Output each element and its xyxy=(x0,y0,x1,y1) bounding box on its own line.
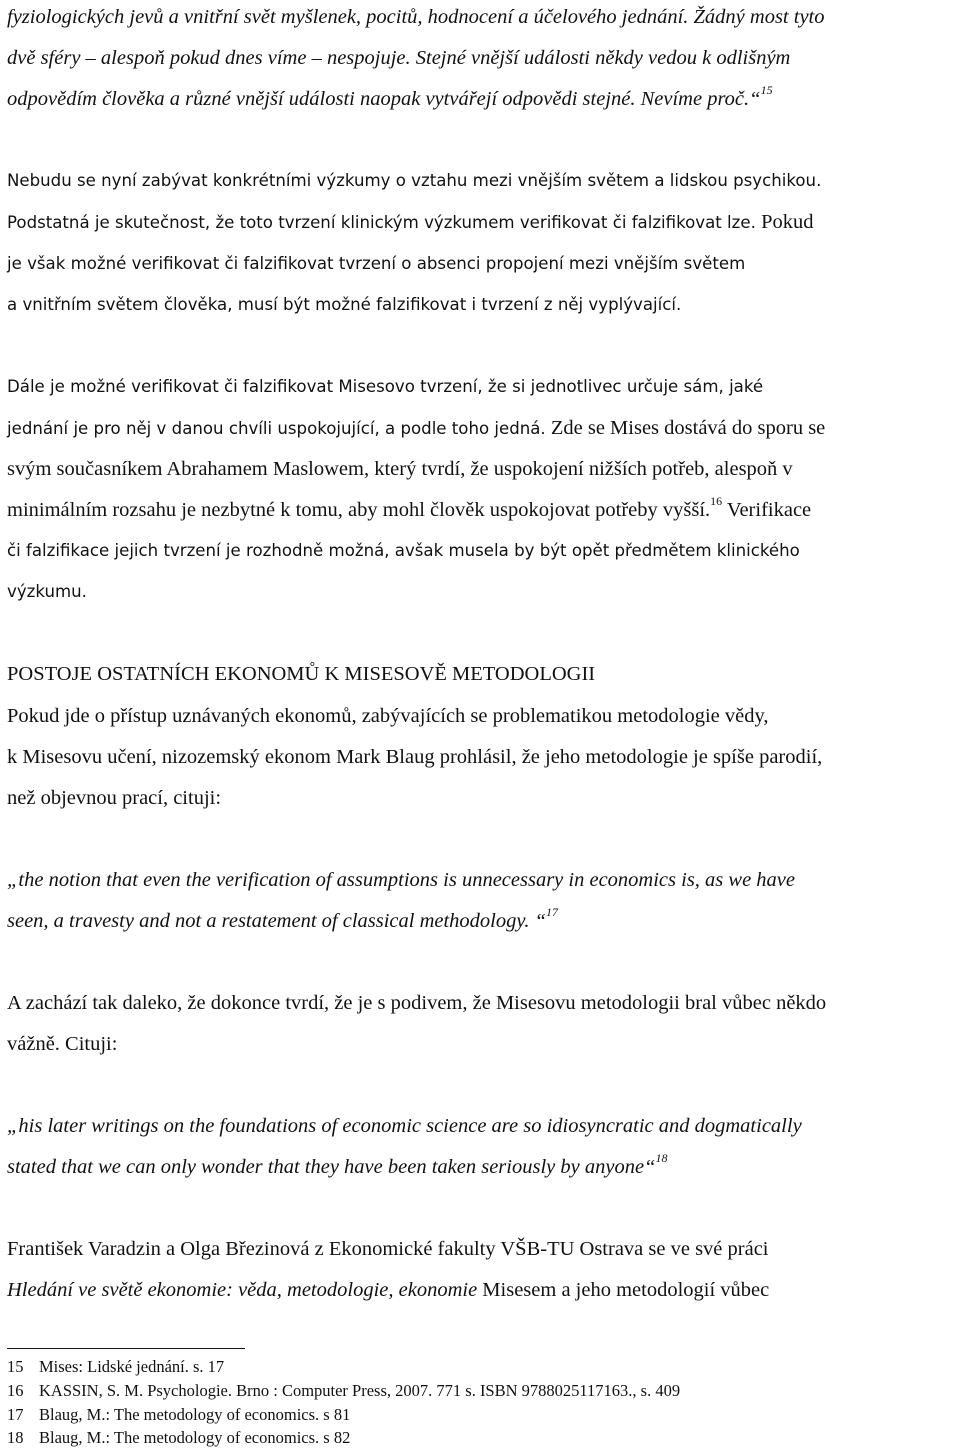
footnote-ref: 15 xyxy=(760,83,773,98)
text-line: František Varadzin a Olga Březinová z Ekonomické fakulty VŠB-TU Ostrava se ve své práci xyxy=(7,1238,769,1260)
text-line xyxy=(7,83,773,112)
text-line xyxy=(7,209,814,236)
text-line: či falzifikace jejich tvrzení je rozhodně možná, avšak musela by být opět předmětem klinického xyxy=(7,541,800,560)
footnote xyxy=(7,1428,350,1448)
footnote-text: Blaug, M.: The metodology of economics. s 82 xyxy=(39,1428,351,1447)
footnote-number: 17 xyxy=(7,1405,24,1424)
footnote-ref: 16 xyxy=(710,494,723,509)
footnote-ref: 18 xyxy=(655,1151,668,1166)
quote-line xyxy=(7,905,558,934)
text-fragment: Misesem a jeho metodologií vůbec xyxy=(477,1279,770,1301)
footnote xyxy=(7,1357,224,1377)
quote-line: „the notion that even the verification of assumptions is unnecessary in economics is, as we have xyxy=(7,869,795,891)
document-page xyxy=(7,0,953,1448)
footnote-text: KASSIN, S. M. Psychologie. Brno : Computer Press, 2007. 771 s. ISBN 9788025117163., s. 409 xyxy=(39,1381,681,1400)
text-line xyxy=(7,415,825,442)
footnote-number: 18 xyxy=(7,1428,24,1447)
quote-line: „his later writings on the foundations of economic science are so idiosyncratic and dogmatically xyxy=(7,1115,802,1137)
text-fragment: Verifikace xyxy=(726,499,812,521)
text-line: Dále je možné verifikovat či falzifikovat Misesovo tvrzení, že si jednotlivec určuje sám, jaké xyxy=(7,377,764,396)
text-line: A zachází tak daleko, že dokonce tvrdí, že je s podivem, že Misesovu metodologii bral vůbec někdo xyxy=(7,992,827,1014)
text-line: Pokud jde o přístup uznávaných ekonomů, zabývajících se problematikou metodologie vědy, xyxy=(7,705,769,727)
text-line: fyziologických jevů a vnitřní svět myšlenek, pocitů, hodnocení a účelového jednání. Žádný most tyto xyxy=(7,6,825,28)
text-line: svým současníkem Abrahamem Maslowem, který tvrdí, že uspokojení nižších potřeb, alespoň v xyxy=(7,458,793,480)
text-fragment: Zde se Mises dostává do sporu se xyxy=(550,417,826,439)
text-fragment: Podstatná je skutečnost, že toto tvrzení klinickým výzkumem verifikovat či falzifikovat lze. xyxy=(7,213,756,232)
text-fragment: seen, a travesty and not a restatement of classical methodology. “ xyxy=(7,910,546,932)
text-line xyxy=(7,494,812,523)
text-line: výzkumu. xyxy=(7,582,87,601)
footnote-text: Mises: Lidské jednání. s. 17 xyxy=(39,1357,225,1376)
text-fragment: odpovědím člověka a různé vnější události naopak vytvářejí odpovědi stejné. Nevíme proč.“ xyxy=(7,88,761,110)
text-fragment: stated that we can only wonder that they have been taken seriously by anyone“ xyxy=(7,1156,656,1178)
text-line: je však možné verifikovat či falzifikovat tvrzení o absenci propojení mezi vnějším světem xyxy=(7,254,746,273)
text-line: dvě sféry – alespoň pokud dnes víme – nespojuje. Stejné vnější události někdy vedou k odlišným xyxy=(7,47,791,69)
text-line xyxy=(7,1277,769,1303)
section-heading: POSTOJE OSTATNÍCH EKONOMŮ K MISESOVĚ METODOLOGII xyxy=(7,663,596,685)
footnote xyxy=(7,1405,350,1425)
footnote xyxy=(7,1381,680,1401)
footnote-number: 16 xyxy=(7,1381,24,1400)
quote-line xyxy=(7,1151,668,1180)
text-fragment: Pokud xyxy=(761,211,814,233)
text-line: a vnitřním světem člověka, musí být možné falzifikovat i tvrzení z něj vyplývající. xyxy=(7,295,682,314)
footnote-number: 15 xyxy=(7,1357,24,1376)
text-line: vážně. Cituji: xyxy=(7,1033,118,1055)
footnote-separator xyxy=(7,1348,245,1349)
footnote-ref: 17 xyxy=(546,905,558,920)
text-fragment: jednání je pro něj v danou chvíli uspokojující, a podle toho jedná. xyxy=(7,419,546,438)
text-line: než objevnou prací, cituji: xyxy=(7,787,222,809)
footnote-text: Blaug, M.: The metodology of economics. s 81 xyxy=(39,1405,351,1424)
text-line: Nebudu se nyní zabývat konkrétními výzkumy o vztahu mezi vnějším světem a lidskou psychikou. xyxy=(7,171,822,190)
text-line: k Misesovu učení, nizozemský ekonom Mark Blaug prohlásil, že jeho metodologie je spíše parodií, xyxy=(7,746,823,768)
work-title: Hledání ve světě ekonomie: věda, metodologie, ekonomie xyxy=(7,1279,478,1301)
text-fragment: minimálním rozsahu je nezbytné k tomu, aby mohl člověk uspokojovat potřeby vyšší. xyxy=(7,499,711,521)
